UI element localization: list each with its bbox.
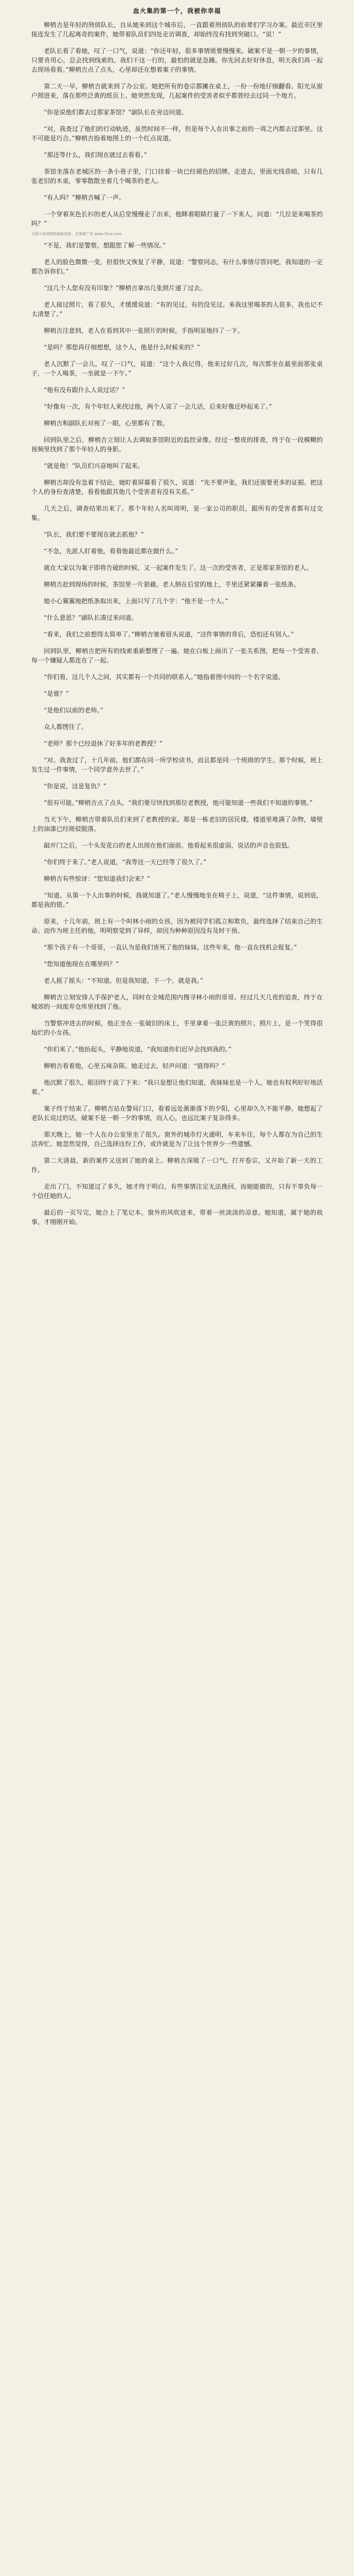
paragraph: 老人的脸色微微一变，但很快又恢复了平静，说道：“警察同志，有什么事情尽管问吧，我知道的一定都告诉你们。” [31,258,323,275]
paragraph: 走出了门，不知道过了多久，她才终于明白，有些事情注定无法挽回，而她能做的，只有不辜负每一个信任她的人。 [31,1183,323,1200]
paragraph: 几天之后，调查结果出来了。那个年轻人名叫周明，是一家公司的职员，跟所有的受害者都有过交集。 [31,505,323,522]
paragraph: “是吗？那您再仔细想想，这个人，他是什么时候来的？” [44,344,200,351]
paragraph: 回到队里之后，柳梢吉立刻让人去调取茶馆附近的监控录像。经过一整夜的排查，终于在一段模糊的视频里找到了那个年轻人的身影。 [31,436,323,453]
paragraph: 当警察冲进去的时候，他正坐在一张破旧的床上，手里拿着一张泛黄的照片。照片上，是一个笑得很灿烂的小女孩。 [31,1020,323,1036]
paragraph: 柳梢吉和副队长对视了一眼，心里都有了数。 [44,420,169,427]
paragraph: “你是说，这是复仇？” [44,783,107,790]
paragraph: 原来，十几年前，班上有一个叫林小雨的女孩，因为被同学们孤立和欺负，最终选择了结束自己的生命。而作为班主任的他，明明察觉到了异样，却因为种种原因没有及时干预。 [31,918,323,934]
paragraph: 第二天清晨，新的案件又送到了她的桌上。柳梢吉深吸了一口气，打开卷宗，又开始了新一天的工作。 [31,1157,323,1174]
paragraph: 柳梢吉注意到，老人在看到其中一张照片的时候，手指明显地抖了一下。 [44,327,244,334]
paragraph: 柳梢吉立刻安排人手保护老人，同时在全城范围内搜寻林小雨的哥哥。经过几天几夜的追查，终于在城郊的一间废弃仓库里找到了他。 [31,994,323,1010]
paragraph: 那天晚上，她一个人在办公室里坐了很久。窗外的城市灯火通明，车来车往，每个人都在为自己的生活奔忙。她忽然觉得，自己选择这份工作，或许就是为了让这个世界少一些遗憾。 [31,1131,323,1148]
paragraph: 老人接过照片，看了很久，才缓缓说道：“有的见过，有的没见过。来我这里喝茶的人很多，我也记不太清楚了。” [31,301,323,318]
paragraph: “是谁？” [44,690,69,697]
paragraph: 他沉默了很久，眼泪终于流了下来：“我只是想让他们知道，我妹妹也是一个人，她也有权利好好地活着。” [31,1079,323,1096]
paragraph: 柳梢吉赶到现场的时候，茶馆里一片狼藉，老人倒在后堂的地上，手里还紧紧攥着一张纸条。 [44,581,300,588]
paragraph: 敲开门之后，一个头发花白的老人出现在他们面前。他看起来很虚弱，说话的声音也很低。 [44,842,294,849]
paragraph: 案子终于结束了。柳梢吉站在警局门口，看着远处渐渐落下的夕阳，心里却久久不能平静。她想起了老队长说过的话，破案不是一朝一夕的事情，而人心，也远比案子复杂得多。 [31,1105,323,1122]
site-watermark: 无图小说网提供最新更新，无弹窗广告 www.7kvz.com [31,232,122,236]
paragraph: 柳梢吉看着他，心里五味杂陈。她走过去，轻声问道：“值得吗？” [44,1062,225,1070]
paragraph: “就是他！”队员们兴奋地叫了起来。 [44,462,144,470]
paragraph: 柳梢吉是年轻的刑侦队长，自从她来到这个城市后，一直跟着刑侦队的前辈们学习办案。最近市区里接连发生了几起离奇的案件，她带着队员们四处走访调查，却始终没有找到突破口。“说！” [31,21,323,38]
paragraph: “那个孩子有一个哥哥，一直认为是我们害死了他的妹妹。这些年来，他一直在找机会报复。” [44,944,297,951]
document-body [31,20,323,1227]
paragraph: “不急，先派人盯着他，看看他最近都在做什么。” [44,548,179,555]
paragraph: “很有可能。”柳梢吉点了点头，“我们要尽快找到那位老教授，他可能知道一些我们不知道的事情。” [44,799,313,806]
paragraph: “对。我查过了，十几年前，他们都在同一所学校读书，而且都是同一个班级的学生。那个时候，班上发生过一件事情，一个同学意外去世了。” [31,757,323,773]
paragraph: 当天下午，柳梢吉带着队员们来到了老教授的家。那是一栋老旧的居民楼，楼道里堆满了杂物，墙壁上的油漆已经斑驳脱落。 [31,816,323,832]
paragraph: “对，我查过了他们的行动轨迹，虽然时间不一样，但是每个人在出事之前的一周之内都去过那里。这不可能是巧合。”柳梢吉指着地图上的一个红点说道。 [31,125,323,142]
paragraph: “看来，我们之前想得太简单了。”柳梢吉皱着眉头说道，“这件事情的背后，恐怕还有别人。” [44,631,294,638]
paragraph: 就在大家以为案子即将告破的时候，又一起案件发生了。这一次的受害者，正是那家茶馆的老人。 [44,564,313,571]
paragraph: “好像有一次，有个年轻人来找过他，两个人说了一会儿话，后来好像还吵起来了。” [44,403,272,410]
paragraph: “是他们以前的老师。” [44,707,104,714]
paragraph: 回到队里，柳梢吉把所有的线索重新整理了一遍。她在白板上画出了一张关系图，把每一个受害者、每一个嫌疑人都连在了一起。 [31,647,323,664]
paragraph: “知道。从第一个人出事的时候，我就知道了。”老人慢慢地坐在椅子上，说道，“这件事情，说到底，都是我的错。” [31,892,323,908]
paragraph: “你们看，这几个人之间，其实都有一个共同的联系人。”她指着图中间的一个名字说道。 [44,673,285,681]
paragraph: 柳梢吉却没有急着下结论，她盯着屏幕看了很久，说道：“先不要声张，我们还需要更多的证据。把这个人的身份查清楚，看看他跟其他几个受害者有没有关系。” [31,479,323,496]
paragraph: “那还等什么，我们现在就过去看看。” [44,151,147,159]
paragraph: 众人都愣住了。 [44,723,88,731]
paragraph: 一个穿着灰色长衫的老人从后堂慢慢走了出来，他眯着眼睛打量了一下来人，问道：“几位是来喝茶的吗？” [31,211,323,227]
paragraph: “老师？那个已经退休了好多年的老教授？” [44,740,163,747]
paragraph: 最后的一页写完，她合上了笔记本。窗外的风吹进来，带着一丝淡淡的凉意。她知道，属于她的故事，才刚刚开始。 [31,1209,323,1226]
paragraph: “不是，我们是警察，想跟您了解一些情况。” [44,242,166,249]
document-title: 血火集的第一个，我被你幸福 [133,7,221,15]
paragraph: 她小心翼翼地把纸条取出来，上面只写了几个字：“他不是一个人。” [44,597,229,605]
paragraph: 老队长看了看她，叹了一口气，说道：“你还年轻，很多事情需要慢慢来。破案不是一朝一夕的事情，只要肯用心，总会找到线索的。我们干这一行的，最怕的就是急躁。你先回去好好休息，明天我们再一起去现场看看。”柳梢吉点了点头，心里却还在想着案子的事情。 [31,47,323,73]
paragraph: 老人沉默了一会儿，叹了一口气，说道：“这个人我记得，他来过好几次，每次都坐在最里面那张桌子，一个人喝茶，一坐就是一下午。” [31,360,323,377]
paragraph: 第二天一早，柳梢吉就来到了办公室。她把所有的卷宗都摊在桌上，一份一份地仔细翻看。阳光从窗户照进来，落在那些泛黄的纸页上。她突然发现，几起案件的受害者似乎都曾经去过同一个地方。 [31,83,323,99]
paragraph: 老人摇了摇头：“不知道。但是我知道，下一个，就是我。” [44,977,204,984]
paragraph: 茶馆坐落在老城区的一条小巷子里，门口挂着一块已经褪色的招牌。走进去，里面光线昏暗，只有几张老旧的木桌，零零散散坐着几个喝茶的老人。 [31,168,323,185]
paragraph: “你们来了。”他抬起头，平静地说道，“我知道你们迟早会找到我的。” [44,1046,232,1053]
paragraph: “您知道他现在在哪里吗？” [44,960,119,968]
paragraph: “队长，我们要不要现在就去抓他？” [44,531,144,538]
paragraph: “这几个人您有没有印象？”柳梢吉拿出几张照片递了过去。 [44,284,207,292]
paragraph: “你们终于来了。”老人说道，“我等这一天已经等了很久了。” [44,858,207,866]
paragraph: 柳梢吉有些惊讶：“您知道我们会来？” [44,875,150,882]
paragraph: “什么意思？”副队长凑过来问道。 [44,614,138,621]
paragraph: “你是说他们都去过那家茶馆？”副队长在旁边问道。 [44,109,188,116]
paragraph: “他有没有跟什么人说过话？” [44,386,125,394]
paragraph: “有人吗？”柳梢吉喊了一声。 [44,194,125,201]
document-page [16,0,338,2576]
